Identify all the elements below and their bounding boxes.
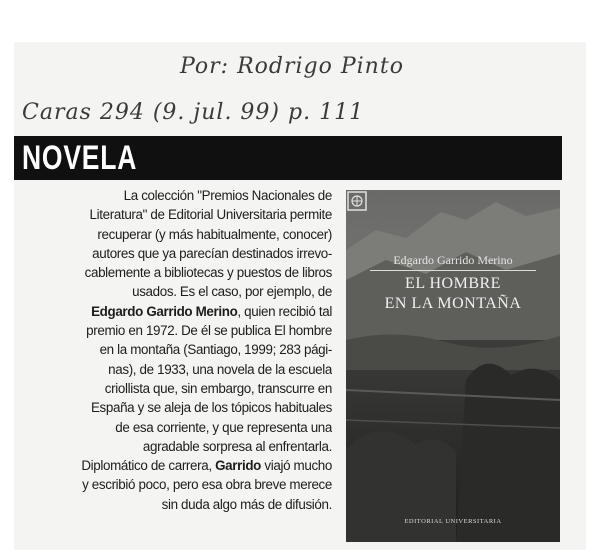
handwritten-source-note: Caras 294 (9. jul. 99) p. 111 [22,100,365,125]
article-body [14,186,332,514]
cover-title-line: EL HOMBRE [405,275,501,292]
article-line: en la montaña (Santiago, 1999; 283 pági- [99,342,332,358]
section-title: NOVELA [22,139,138,177]
handwritten-author-note: Por: Rodrigo Pinto [180,54,404,79]
article-line: España y se aleja de los tópicos habituales [90,400,332,416]
cover-publisher: EDITORIAL UNIVERSITARIA [404,518,502,525]
cover-author: Edgardo Garrido Merino [393,253,513,267]
article-line-pre: Diplomático de carrera, [81,458,216,474]
article-line [14,302,332,321]
mountain-landscape [346,190,560,542]
cover-title [346,274,560,314]
section-banner [14,136,562,180]
article-line-rest: , quien recibió tal [237,303,332,319]
article-line: recuperar (y más habitualmente, conocer) [97,226,332,242]
article-line: de esa corriente, y que representa una [115,419,332,435]
article-line: nas), de 1933, una novela de la escuela [108,361,332,377]
article-line: autores que ya parecían destinados irrevo- [92,245,332,261]
publisher-logo-icon [346,190,368,212]
author-name-bold: Edgardo Garrido Merino [91,303,238,319]
cover-title-line: EN LA MONTAÑA [384,295,522,312]
article-line: y escribió poco, pero esa obra breve merece [82,477,332,493]
article-line: premio en 1972. De él se publica El hombre [86,323,332,339]
article-line: cablemente a bibliotecas y puestos de libros [84,265,332,281]
article-line-rest: viajó mucho [261,458,332,474]
article-line: agradable sorpresa al enfrentarla. [142,438,332,454]
book-cover-image [346,190,560,542]
cover-rule-top [370,270,536,271]
article-line: criollista que, sin embargo, transcurre en [104,380,332,396]
article-line: sin duda algo más de difusión. [161,496,332,512]
article-line: Literatura" de Editorial Universitaria permite [89,207,332,223]
surname-bold: Garrido [215,458,262,474]
article-line: usados. Es el caso, por ejemplo, de [132,284,332,300]
article-line [14,456,332,475]
article-line: La colección "Premios Nacionales de [123,188,332,203]
